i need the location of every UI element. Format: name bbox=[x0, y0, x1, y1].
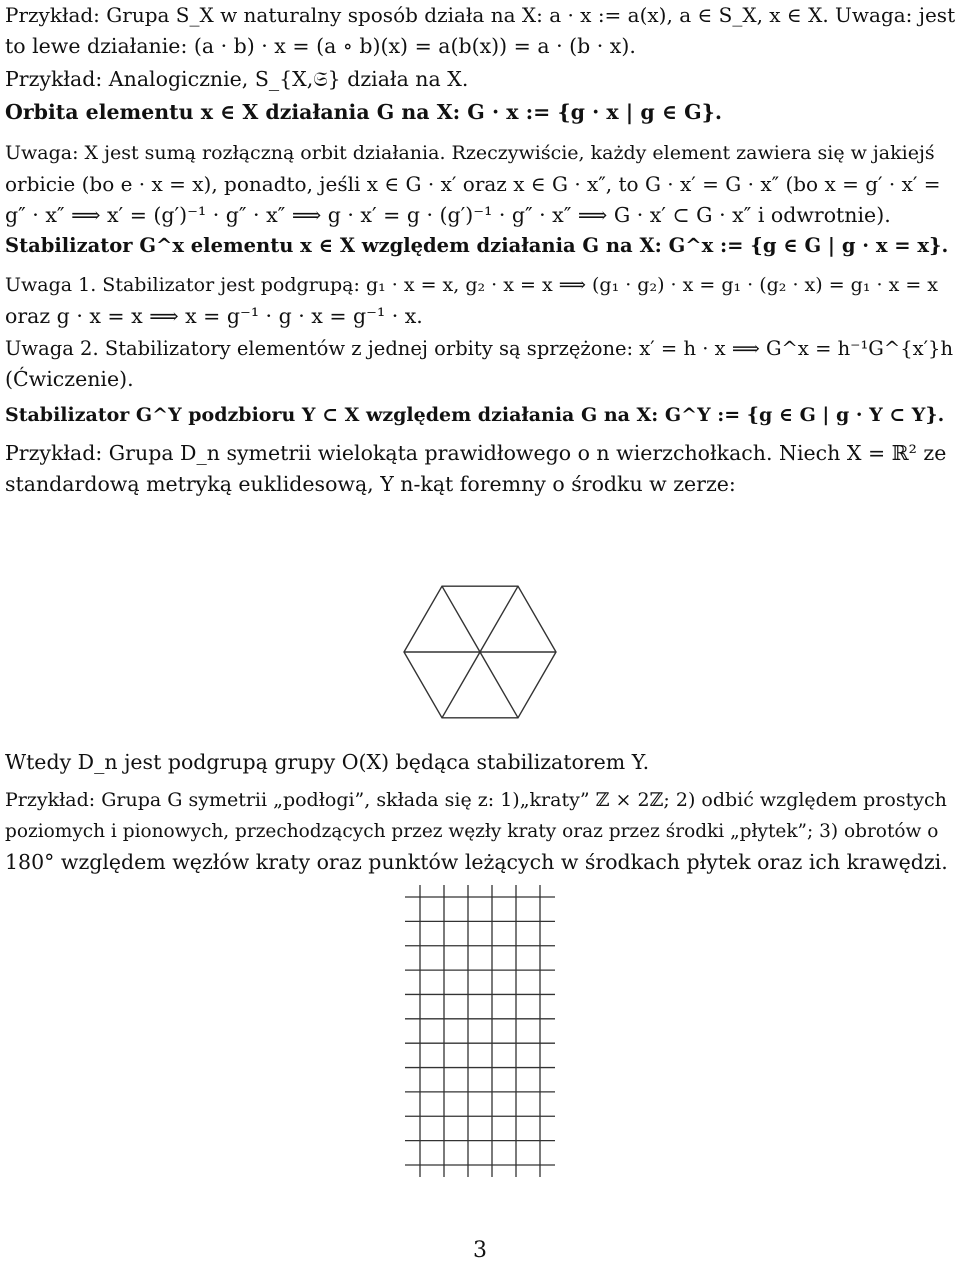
example-sx-action bbox=[5, 0, 958, 62]
text-line: Uwaga: X jest sumą rozłączną orbit działania. Rzeczywiście, każdy element zawiera się w jakiejś bbox=[5, 142, 935, 164]
remark-orbits-disjoint bbox=[5, 138, 958, 231]
remark-2 bbox=[5, 333, 958, 395]
page-number: 3 bbox=[473, 1238, 487, 1263]
text-line: Uwaga 2. Stabilizatory elementów z jednej orbity są sprzężone: x′ = h · x ⟹ G^x = h⁻¹G^{x′}h bbox=[5, 337, 954, 360]
example-analogous bbox=[5, 64, 958, 95]
text-line: standardową metryką euklidesową, Y n-kąt foremny o środku w zerze: bbox=[5, 472, 736, 496]
definition-orbit bbox=[5, 97, 958, 128]
text-line: Stabilizator G^Y podzbioru Y ⊂ X względem działania G na X: G^Y := {g ∈ G | g · Y ⊂ Y}. bbox=[5, 404, 945, 426]
definition-set-stabilizer bbox=[5, 400, 958, 431]
hexagon-spoke bbox=[442, 586, 480, 652]
text-line: Przykład: Analogicznie, S_{X,𝔖} działa na X. bbox=[5, 67, 469, 91]
text-line: poziomych i pionowych, przechodzących przez węzły kraty oraz przez środki „płytek”; 3) obrotów o bbox=[5, 821, 939, 842]
dihedral-conclusion bbox=[5, 747, 958, 778]
text-line: Przykład: Grupa S_X w naturalny sposób działa na X: a · x := a(x), a ∈ S_X, x ∈ X. Uwaga: jest bbox=[5, 3, 956, 27]
hexagon-spoke bbox=[442, 652, 480, 718]
text-line: oraz g · x = x ⟹ x = g⁻¹ · g · x = g⁻¹ · x. bbox=[5, 304, 423, 328]
text-line: Uwaga 1. Stabilizator jest podgrupą: g₁ · x = x, g₂ · x = x ⟹ (g₁ · g₂) · x = g₁ · (g₂ · x) = g₁ · x = x bbox=[5, 274, 938, 296]
example-dihedral bbox=[5, 438, 958, 500]
definition-stabilizer bbox=[5, 230, 958, 261]
example-floor-symmetry bbox=[5, 785, 958, 878]
text-line: Orbita elementu x ∈ X działania G na X: G · x := {g · x | g ∈ G}. bbox=[5, 100, 722, 124]
text-line: Przykład: Grupa D_n symetrii wielokąta prawidłowego o n wierzchołkach. Niech X = ℝ² ze bbox=[5, 441, 947, 465]
text-line: Przykład: Grupa G symetrii „podłogi”, składa się z: 1)„kraty” ℤ × 2ℤ; 2) odbić względem prostych bbox=[5, 789, 947, 811]
hexagon-spoke bbox=[480, 652, 518, 718]
text-line: Stabilizator G^x elementu x ∈ X względem działania G na X: G^x := {g ∈ G | g · x = x}. bbox=[5, 234, 949, 257]
hexagon-spoke bbox=[480, 586, 518, 652]
text-line: g″ · x″ ⟹ x′ = (g′)⁻¹ · g″ · x″ ⟹ g · x′ = g · (g′)⁻¹ · g″ · x″ ⟹ G · x′ ⊂ G · x″ i odwrotnie). bbox=[5, 203, 891, 227]
remark-1 bbox=[5, 270, 958, 332]
grid-figure bbox=[405, 885, 555, 1177]
text-line: 180° względem węzłów kraty oraz punktów leżących w środkach płytek oraz ich krawędzi. bbox=[5, 850, 948, 874]
text-line: Wtedy D_n jest podgrupą grupy O(X) będąca stabilizatorem Y. bbox=[5, 750, 650, 774]
text-line: orbicie (bo e · x = x), ponadto, jeśli x ∈ G · x′ oraz x ∈ G · x″, to G · x′ = G · x″ (bo x = g′ · x′ = bbox=[5, 172, 941, 196]
text-line: to lewe działanie: (a · b) · x = (a ∘ b)(x) = a(b(x)) = a · (b · x). bbox=[5, 34, 636, 58]
hexagon-figure bbox=[390, 575, 570, 730]
text-line: (Ćwiczenie). bbox=[5, 367, 134, 391]
